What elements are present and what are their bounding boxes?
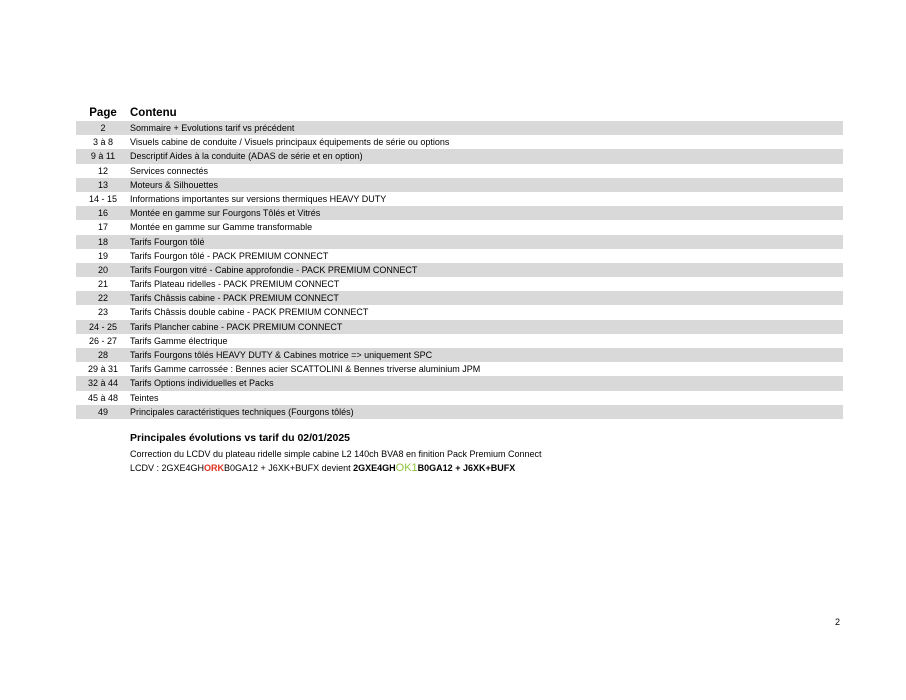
toc-row-page: 12 [97,165,108,176]
toc-row [76,220,843,234]
toc-row [76,277,843,291]
toc-row [76,362,843,376]
toc-row-content: Tarifs Plancher cabine - PACK PREMIUM CONNECT [130,321,343,332]
toc-row [76,291,843,305]
toc-row-page: 14 - 15 [88,193,118,204]
lcdv-new-suffix: B0GA12 + J6XK+BUFX [417,463,516,473]
toc-row [76,235,843,249]
toc-row-content: Tarifs Fourgon vitré - Cabine approfondie - PACK PREMIUM CONNECT [130,264,418,275]
toc-row-page: 45 à 48 [87,392,119,403]
toc-row-content: Moteurs & Silhouettes [130,179,219,190]
toc-row-content: Tarifs Châssis double cabine - PACK PREMIUM CONNECT [130,307,369,318]
header-content: Contenu [130,106,177,119]
table-of-contents [76,104,843,419]
toc-row-content: Sommaire + Evolutions tarif vs précédent [130,123,295,133]
evolutions-title: Principales évolutions vs tarif du 02/01/2025 [130,432,351,444]
evolutions-line-1: Correction du LCDV du plateau ridelle simple cabine L2 140ch BVA8 en finition Pack Premium Connect [130,449,542,459]
toc-row-content: Principales caractéristiques techniques (Fourgons tôlés) [130,406,354,417]
toc-row-page: 17 [97,222,108,233]
toc-row [76,206,843,220]
toc-row-content: Descriptif Aides à la conduite (ADAS de série et en option) [130,151,363,162]
toc-row [76,149,843,163]
toc-row-page: 29 à 31 [87,364,119,375]
lcdv-new-code: OK1 [395,462,418,474]
lcdv-new-prefix: 2GXE4GH [353,463,396,473]
toc-row [76,376,843,390]
toc-row-content: Services connectés [130,165,209,176]
toc-row-content: Visuels cabine de conduite / Visuels principaux équipements de série ou options [130,137,450,148]
toc-header [76,104,843,121]
toc-row-page: 16 [97,208,108,219]
toc-row-content: Tarifs Gamme électrique [130,335,228,346]
toc-row-page: 32 à 44 [87,378,119,389]
lcdv-prefix: LCDV : 2GXE4GH [130,463,205,473]
evolutions-section [130,432,542,475]
toc-row-page: 26 - 27 [88,335,118,346]
toc-row-content: Teintes [130,392,159,403]
toc-row-content: Informations importantes sur versions thermiques HEAVY DUTY [130,193,387,204]
toc-row-page: 19 [97,250,108,261]
lcdv-old-suffix: B0GA12 + J6XK+BUFX [224,463,320,473]
toc-row-page: 28 [97,350,108,360]
toc-row-content: Tarifs Plateau ridelles - PACK PREMIUM CONNECT [130,279,340,290]
toc-row-content: Tarifs Fourgon tôlé - PACK PREMIUM CONNECT [130,250,329,261]
toc-row [76,192,843,206]
toc-row-content: Tarifs Fourgon tôlé [130,236,205,247]
toc-rows [76,121,843,419]
toc-row-page: 13 [97,179,108,190]
toc-row-page: 20 [97,264,108,275]
toc-row-page: 24 - 25 [88,321,118,332]
toc-row [76,178,843,192]
lcdv-middle: devient [319,463,354,473]
toc-row [76,348,843,362]
toc-row-content: Tarifs Fourgons tôlés HEAVY DUTY & Cabines motrice => uniquement SPC [130,350,433,360]
toc-row [76,121,843,135]
toc-row-content: Tarifs Châssis cabine - PACK PREMIUM CONNECT [130,293,339,304]
toc-row-page: 3 à 8 [92,137,114,148]
toc-row-content: Montée en gamme sur Fourgons Tôlés et Vitrés [130,208,321,219]
toc-row-page: 9 à 11 [90,151,116,162]
toc-row [76,320,843,334]
toc-row-content: Montée en gamme sur Gamme transformable [130,222,313,233]
page-number: 2 [835,617,841,627]
toc-row [76,135,843,149]
header-page: Page [89,106,117,119]
toc-row [76,405,843,419]
lcdv-old-code: ORK [204,463,225,473]
toc-row-page: 49 [97,406,108,417]
toc-row [76,391,843,405]
toc-row [76,249,843,263]
toc-row-page: 22 [97,293,108,304]
toc-row-page: 21 [97,279,108,290]
toc-row [76,305,843,319]
toc-row-content: Tarifs Gamme carrossée : Bennes acier SCATTOLINI & Bennes triverse aluminium JPM [130,364,481,375]
toc-row-content: Tarifs Options individuelles et Packs [130,378,274,389]
toc-row-page: 2 [100,123,106,133]
toc-row-page: 23 [97,307,108,318]
toc-row-page: 18 [97,236,108,247]
toc-row [76,263,843,277]
toc-row [76,334,843,348]
toc-row [76,164,843,178]
evolutions-line-2 [130,461,542,475]
